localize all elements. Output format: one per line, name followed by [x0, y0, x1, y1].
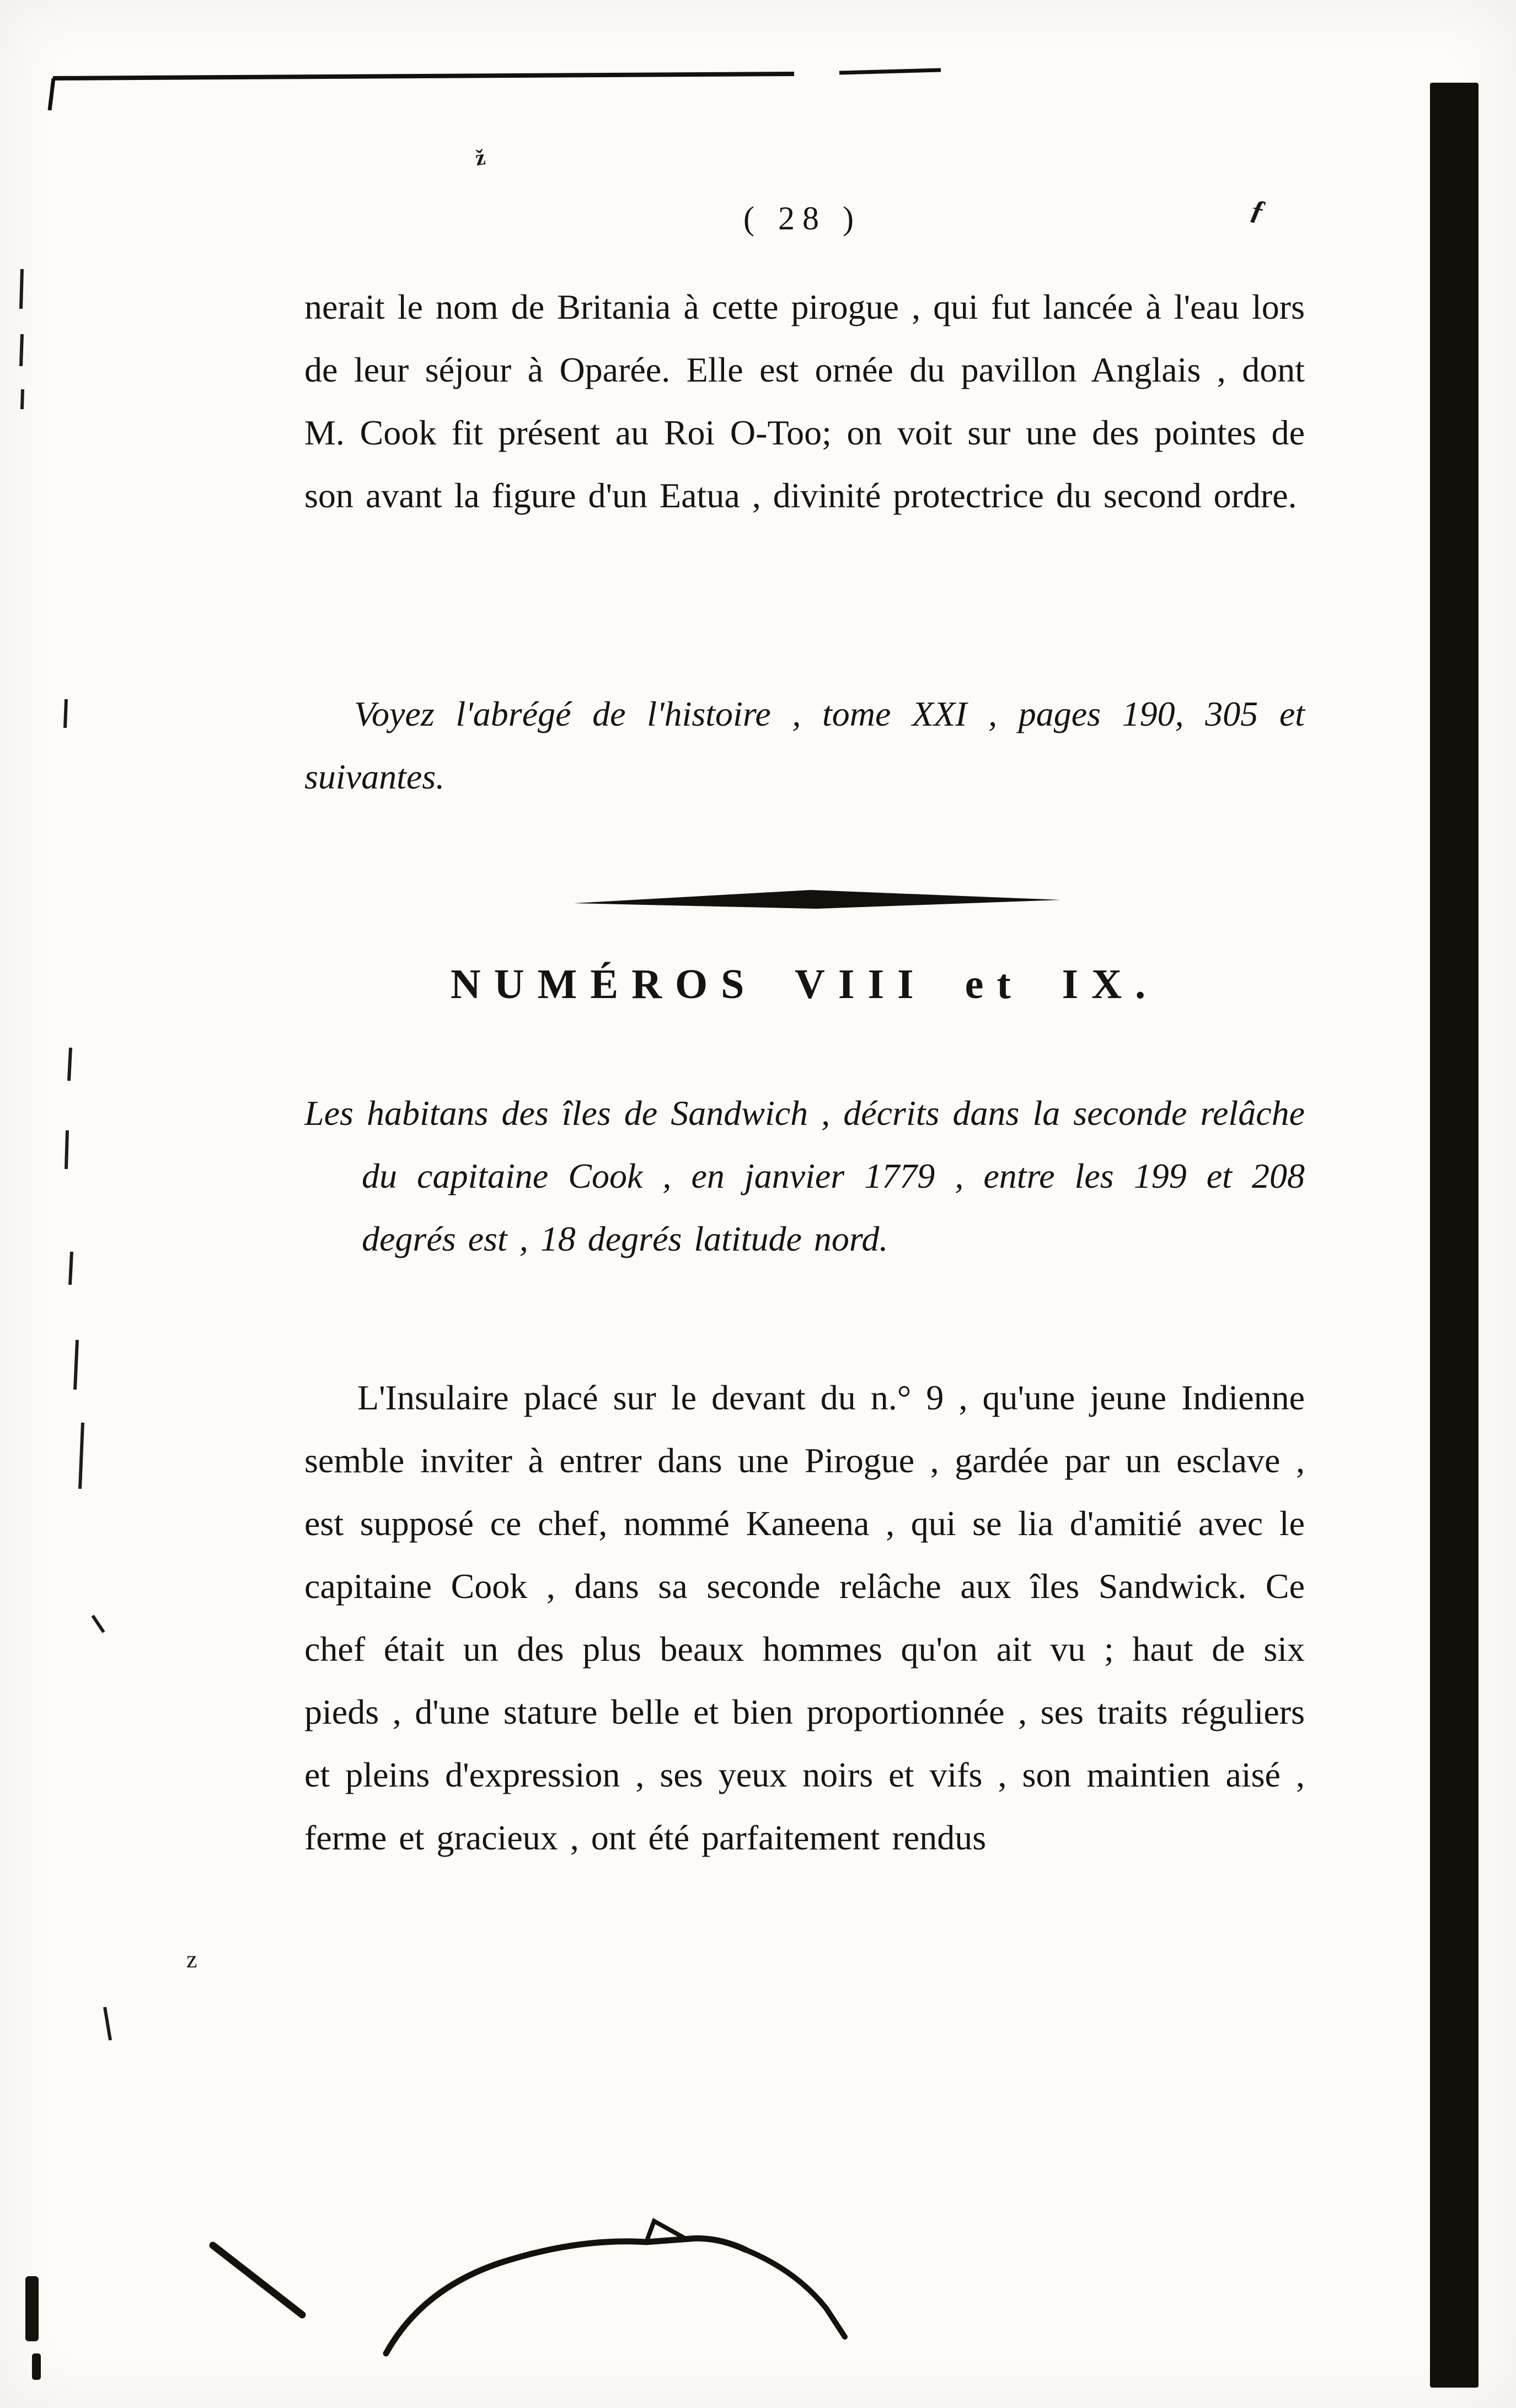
bottom-sketch-curves	[213, 2221, 845, 2353]
section-divider-rule	[574, 887, 1061, 912]
section-summary: Les habitans des îles de Sandwich , décrits dans la seconde relâche du capitaine Cook , en janvier 1779 , entre les 199 et 208 degrés est , 18 degrés latitude nord.	[304, 1093, 1305, 1258]
reference-note: Voyez l'abrégé de l'histoire , tome XXI , pages 190, 305 et suivantes.	[304, 694, 1305, 796]
ink-speck-top: ž	[473, 144, 487, 171]
bottom-left-edge-marks	[25, 2276, 41, 2380]
scan-gutter-bar	[1430, 83, 1478, 2388]
paragraph-continuation: nerait le nom de Britania à cette pirogue , qui fut lancée à l'eau lors de leur séjour à Oparée. Elle est ornée du pavillon Anglais , dont M. Cook fit présent au Roi O-Too; on voit sur une des pointes de son avant la figure d'un Eatua , divinité protectrice du second ordre.	[304, 287, 1305, 515]
section-heading: NUMÉROS VIII et IX.	[450, 961, 1159, 1007]
top-border-line	[50, 70, 941, 110]
body-paragraph: L'Insulaire placé sur le devant du n.° 9 , qu'une jeune Indienne semble inviter à entrer dans une Pirogue , gardée par un esclave , est supposé ce chef, nommé Kaneena , qui se lia d'amitié avec le capitaine Cook , dans sa seconde relâche aux îles Sandwick. Ce chef était un des plus beaux hommes qu'on ait vu ; haut de six pieds , d'une stature belle et bien proportionnée , ses traits réguliers et pleins d'expression , ses yeux noirs et vifs , son maintien aisé , ferme et gracieux , ont été parfaitement rendus	[304, 1378, 1305, 1857]
page-number: ( 28 )	[743, 200, 861, 237]
ink-speck-right: ƒ	[1247, 193, 1269, 228]
left-margin-marks	[21, 269, 110, 2040]
ink-speck-left: z	[186, 1946, 197, 1973]
